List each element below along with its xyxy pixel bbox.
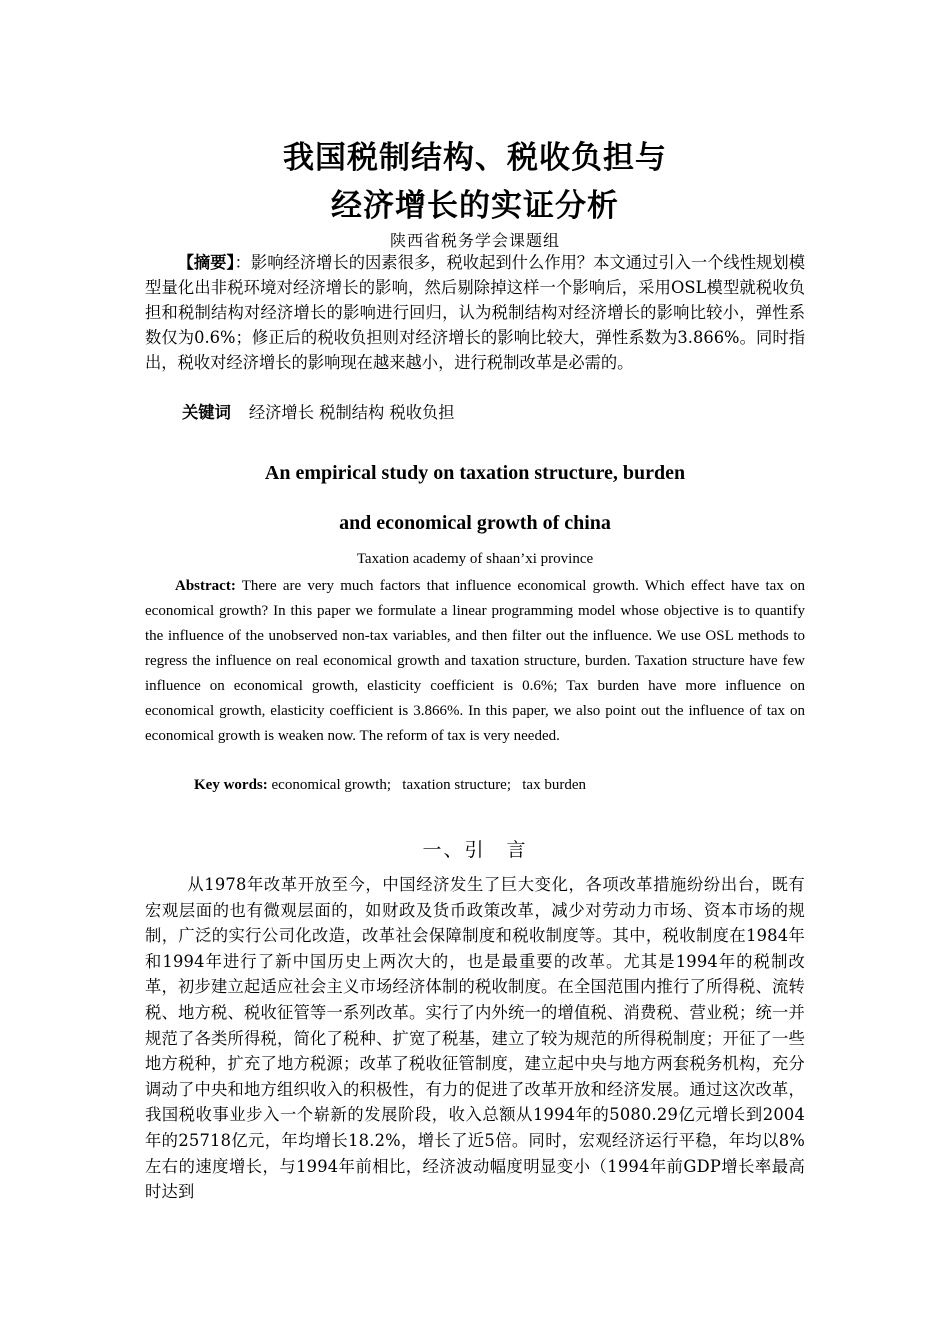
chinese-abstract-text: ：影响经济增长的因素很多，税收起到什么作用？本文通过引入一个线性规划模型量化出非税环境对经济增长的影响，然后剔除掉这样一个影响后，采用OSL模型就税收负担和税制结构对经济增长的影响进行回归，认为税制结构对经济增长的影响比较小，弹性系数仅为0.6%；修正后的税收负担则对经济增长的影响比较大，弹性系数为3.866%。同时指出，税收对经济增长的影响现在越来越小，进行税制改革是必需的。 [145, 253, 805, 372]
english-organization: Taxation academy of shaan’xi province [356, 551, 594, 567]
english-abstract [145, 574, 805, 749]
chinese-keywords-label: 关键词 [182, 403, 231, 422]
chinese-keywords-text: 经济增长 税制结构 税收负担 [248, 403, 455, 422]
english-abstract-text: There are very much factors that influence economical growth. Which effect have tax on economical growth? In this paper we formulate a linear programming model whose objective is to quantify the influence of the unobserved non-tax variables, and then filter out the influence. We use OSL methods to regress the influence on real economical growth and taxation structure, burden. Taxation structure have few influence on economical growth, elasticity coefficient is 0.6%; Tax burden have more influence on economical growth, elasticity coefficient is 3.866%. In this paper, we also point out the influence of tax on economical growth is weaken now. The reform of tax is very needed. [145, 578, 805, 744]
english-title-line-2: and economical growth of china [339, 512, 611, 534]
chinese-organization: 陕西省税务学会课题组 [389, 231, 560, 250]
english-keywords-label: Key words: [194, 777, 268, 793]
english-keywords-text: economical growth; taxation structure; tax burden [267, 777, 586, 793]
chinese-abstract [145, 250, 805, 375]
english-abstract-label: Abstract: [175, 578, 236, 594]
chinese-abstract-label: 【摘要】 [177, 253, 235, 272]
english-title-line-1: An empirical study on taxation structure, burden [264, 462, 686, 484]
english-keywords [194, 773, 814, 798]
chinese-keywords [182, 400, 802, 425]
chinese-title-line-1: 我国税制结构、税收负担与 [283, 140, 667, 176]
introduction-paragraph: 从1978年改革开放至今，中国经济发生了巨大变化，各项改革措施纷纷出台，既有宏观层面的也有微观层面的，如财政及货币政策改革，减少对劳动力市场、资本市场的规制，广泛的实行公司化改造，改革社会保障制度和税收制度等。其中，税收制度在1984年和1994年进行了新中国历史上两次大的，也是最重要的改革。尤其是1994年的税制改革，初步建立起适应社会主义市场经济体制的税收制度。在全国范围内推行了所得税、流转税、地方税、税收征管等一系列改革。实行了内外统一的增值税、消费税、营业税；统一并规范了各类所得税，简化了税种、扩宽了税基，建立了较为规范的所得税制度；开征了一些地方税种，扩充了地方税源；改革了税收征管制度，建立起中央与地方两套税务机构，充分调动了中央和地方组织收入的积极性，有力的促进了改革开放和经济发展。通过这次改革，我国税收事业步入一个崭新的发展阶段，收入总额从1994年的5080.29亿元增长到2004年的25718亿元，年均增长18.2%，增长了近5倍。同时，宏观经济运行平稳，年均以8%左右的速度增长，与1994年前相比，经济波动幅度明显变小（1994年前GDP增长率最高时达到 [145, 875, 805, 1202]
chinese-title-line-2: 经济增长的实证分析 [331, 188, 619, 224]
section-heading-introduction: 一、引 言 [422, 839, 528, 861]
